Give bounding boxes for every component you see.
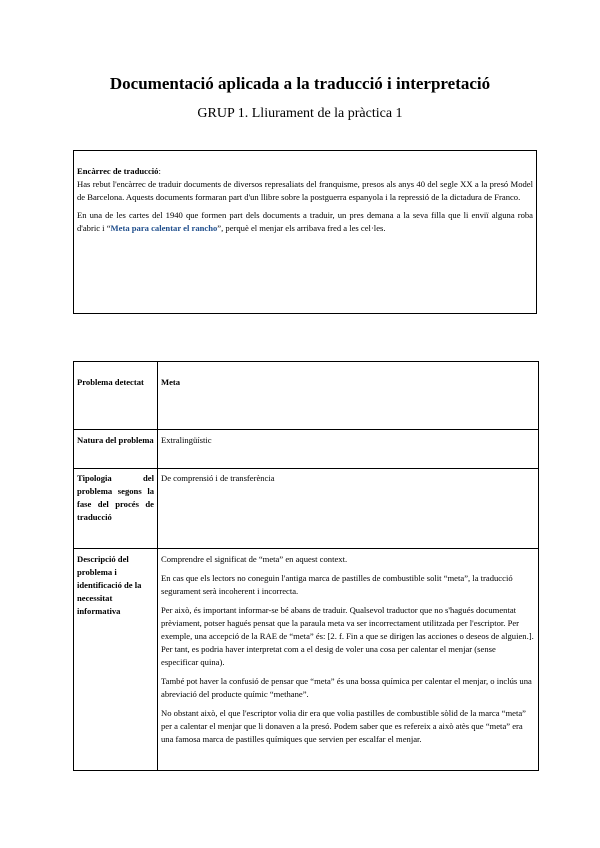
commission-paragraph-2-after: ”, perquè el menjar els arribava fred a les cel·les. — [217, 223, 386, 233]
row-value-nature: Extralingüístic — [158, 430, 539, 469]
highlighted-quote: Meta para calentar el rancho — [110, 223, 218, 233]
problem-table — [73, 361, 539, 771]
commission-box — [73, 150, 537, 314]
row-value-problem: Meta — [158, 362, 539, 430]
table-row — [74, 549, 539, 771]
row-label-typology: Tipologia del problema segons la fase del procés de traducció — [74, 469, 158, 549]
description-paragraph: També pot haver la confusió de pensar que “meta” és una bossa química per calentar el menjar, o inclús una abreviació del producte químic “methane”. — [161, 676, 532, 699]
description-paragraph: Comprendre el significat de “meta” en aquest context. — [161, 554, 348, 564]
row-label-description: Descripció del problema i identificació de la necessitat informativa — [74, 549, 158, 771]
document-title: Documentació aplicada a la traducció i interpretació — [109, 74, 491, 93]
description-paragraph: Per això, és important informar-se bé abans de traduir. Qualsevol traductor que no s'hagués documentat prèviament, potser hagués pensat que la paraula meta va ser incorrectament utilitzada per l'escriptor. Per exemple, una accepció de la RAE de “meta” és: [2. f. Fin a que se dirigen las acciones o deseos de alguien.]. Per tant, es podria haver interpretat com a el desig de voler una cosa per calentar el menjar (sense especificar quina). — [161, 605, 534, 667]
row-label-problem: Problema detectat — [74, 362, 158, 430]
table-row — [74, 469, 539, 549]
row-value-typology: De comprensió i de transferència — [158, 469, 539, 549]
description-paragraph: En cas que els lectors no coneguin l'antiga marca de pastilles de combustible solit “meta”, la traducció segurament serà incoherent i incorrecta. — [161, 573, 513, 596]
commission-heading-colon: : — [158, 166, 161, 176]
row-value-description — [158, 549, 539, 771]
description-paragraph: No obstant això, el que l'escriptor volia dir era que volia pastilles de combustible sòlid de la marca “meta” per a calentar el menjar que li donaven a la presó. Podem saber que es refereix a això atès que “meta” era una famosa marca de pastilles químiques que servien per escalfar el menjar. — [161, 708, 526, 744]
commission-paragraph-2-before: En una de les cartes del 1940 que formen part dels documents a traduir, un pres demana a la seva filla que li enviï alguna roba d'abric i “ — [77, 210, 533, 233]
commission-heading-line — [77, 165, 533, 178]
commission-paragraph-1: Has rebut l'encàrrec de traduir documents de diversos represaliats del franquisme, presos als anys 40 del segle XX a la presó Model de Barcelona. Aquests documents formaran part d'un llibre sobre la postguerra espanyola i la repressió de la dictadura de Franco. — [77, 179, 533, 202]
table-row — [74, 430, 539, 469]
row-label-nature: Natura del problema — [74, 430, 158, 469]
commission-heading: Encàrrec de traducció — [77, 166, 159, 176]
table-row — [74, 362, 539, 430]
commission-paragraph-2 — [77, 209, 533, 235]
document-subtitle: GRUP 1. Lliurament de la pràctica 1 — [197, 106, 403, 121]
